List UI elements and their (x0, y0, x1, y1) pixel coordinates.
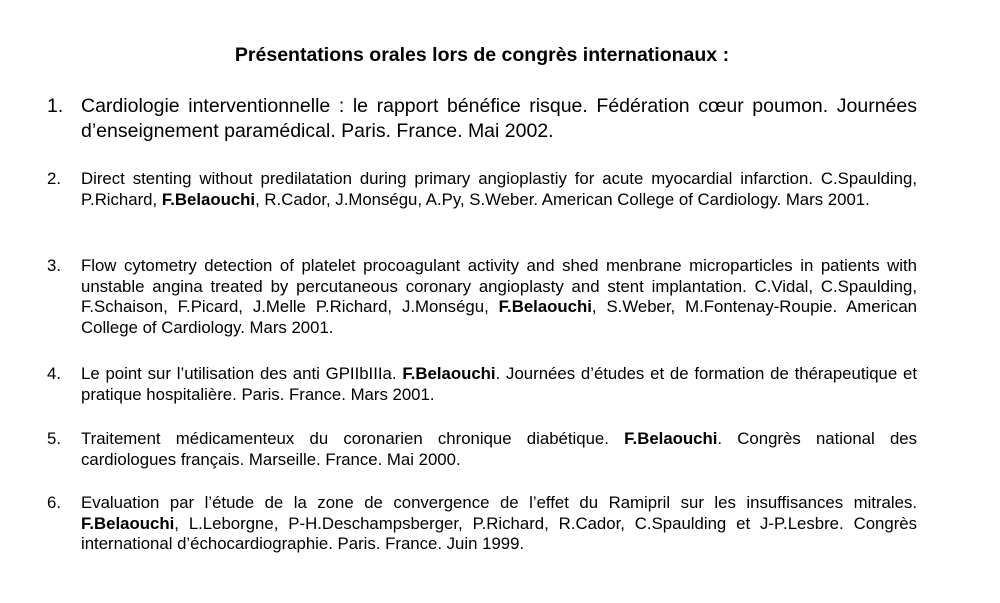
list-item (47, 94, 917, 144)
item-text: Flow cytometry detection of platelet procoagulant activity and shed menbrane microparticles in patients with unstable angina treated by percutaneous coronary angioplasty and stent implantation. C.Vidal, C.Spaulding, F.Schaison, F.Picard, J.Melle P.Richard, J.Monségu, F.Belaouchi, S.Weber, M.Fontenay-Roupie. American College of Cardiology. Mars 2001. (81, 256, 917, 337)
page-title: Présentations orales lors de congrès internationaux : (234, 44, 730, 66)
list-item (47, 364, 917, 405)
item-number: 1. (47, 95, 64, 117)
item-text: Le point sur l’utilisation des anti GPIIbIIIa. F.Belaouchi. Journées d’études et de formation de thérapeutique et pratique hospitalière. Paris. France. Mars 2001. (81, 364, 917, 404)
list-item (47, 429, 917, 470)
item-text: Cardiologie interventionnelle : le rapport bénéfice risque. Fédération cœur poumon. Journées d’enseignement paramédical. Paris. France. Mai 2002. (81, 95, 917, 142)
author-highlight: F.Belaouchi (498, 297, 592, 316)
item-text: Evaluation par l’étude de la zone de convergence de l’effet du Ramipril sur les insuffisances mitrales. F.Belaouchi, L.Leborgne, P-H.Deschampsberger, P.Richard, R.Cador, C.Spaulding et J-P.Lesbre. Congrès international d’échocardiographie. Paris. France. Juin 1999. (81, 493, 917, 553)
author-highlight: F.Belaouchi (624, 429, 718, 448)
item-number: 6. (47, 493, 61, 512)
list-item (47, 169, 917, 210)
item-number: 2. (47, 169, 61, 188)
item-number: 4. (47, 364, 61, 383)
author-highlight: F.Belaouchi (161, 189, 256, 209)
list-item (47, 493, 917, 555)
list-item (47, 256, 917, 338)
item-number: 5. (47, 429, 61, 448)
author-highlight: F.Belaouchi (81, 513, 175, 533)
item-number: 3. (47, 256, 61, 275)
item-text: Direct stenting without predilatation during primary angioplastiy for acute myocardial infarction. C.Spaulding, P.Richard, F.Belaouchi, R.Cador, J.Monségu, A.Py, S.Weber. American College of Cardiology. Mars 2001. (81, 169, 917, 209)
item-text: Traitement médicamenteux du coronarien chronique diabétique. F.Belaouchi. Congrès national des cardiologues français. Marseille. France. Mai 2000. (81, 429, 918, 469)
author-highlight: F.Belaouchi (402, 364, 496, 383)
